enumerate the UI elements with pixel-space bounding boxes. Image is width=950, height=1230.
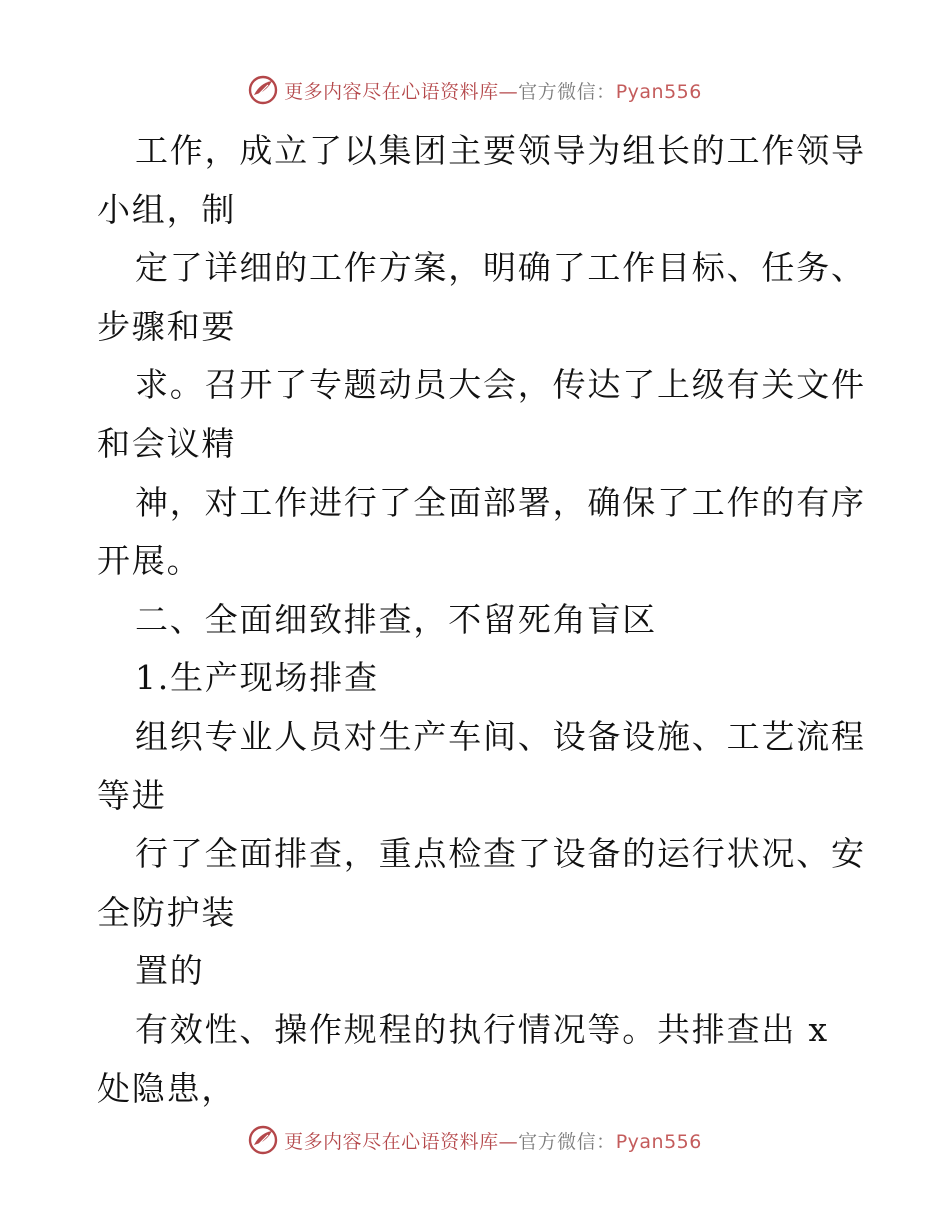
- body-line: 行了全面排查，重点检查了设备的运行状况、安: [135, 834, 866, 874]
- section-heading: 二、全面细致排查，不留死角盲区: [135, 599, 657, 639]
- body-line: 处隐患，: [97, 1068, 237, 1108]
- body-line: 小组，制: [97, 189, 237, 229]
- body-line: 神，对工作进行了全面部署，确保了工作的有序: [135, 482, 866, 522]
- header-wechat-id: Pyan556: [615, 80, 702, 103]
- pen-logo-icon: [248, 1125, 278, 1155]
- header-banner: [0, 70, 950, 110]
- body-line: 开展。: [97, 541, 202, 581]
- header-dash: —: [498, 80, 519, 103]
- body-line: 定了详细的工作方案，明确了工作目标、任务、: [135, 248, 866, 288]
- body-line: 等进: [97, 775, 167, 815]
- header-title: 更多内容尽在心语资料库: [284, 80, 499, 103]
- footer-title: 更多内容尽在心语资料库: [284, 1130, 499, 1153]
- footer-wechat-id: Pyan556: [615, 1130, 702, 1153]
- footer-banner: [0, 1120, 950, 1160]
- document-body: [97, 122, 867, 1118]
- body-line: 组织专业人员对生产车间、设备设施、工艺流程: [135, 716, 866, 756]
- body-line: 工作，成立了以集团主要领导为组长的工作领导: [135, 131, 866, 170]
- body-line: 和会议精: [97, 423, 237, 463]
- footer-dash: —: [498, 1130, 519, 1153]
- body-line: 全防护装: [97, 892, 237, 932]
- pen-logo-icon: [248, 75, 278, 105]
- header-wechat-label: 官方微信：: [518, 80, 616, 103]
- body-line: 步骤和要: [97, 306, 237, 346]
- footer-wechat-label: 官方微信：: [518, 1130, 616, 1153]
- body-line: 求。召开了专题动员大会，传达了上级有关文件: [135, 365, 866, 405]
- body-line: 置的: [135, 951, 205, 991]
- subsection-heading: 1.生产现场排查: [135, 658, 379, 698]
- body-line: 有效性、操作规程的执行情况等。共排查出 x: [135, 1009, 829, 1049]
